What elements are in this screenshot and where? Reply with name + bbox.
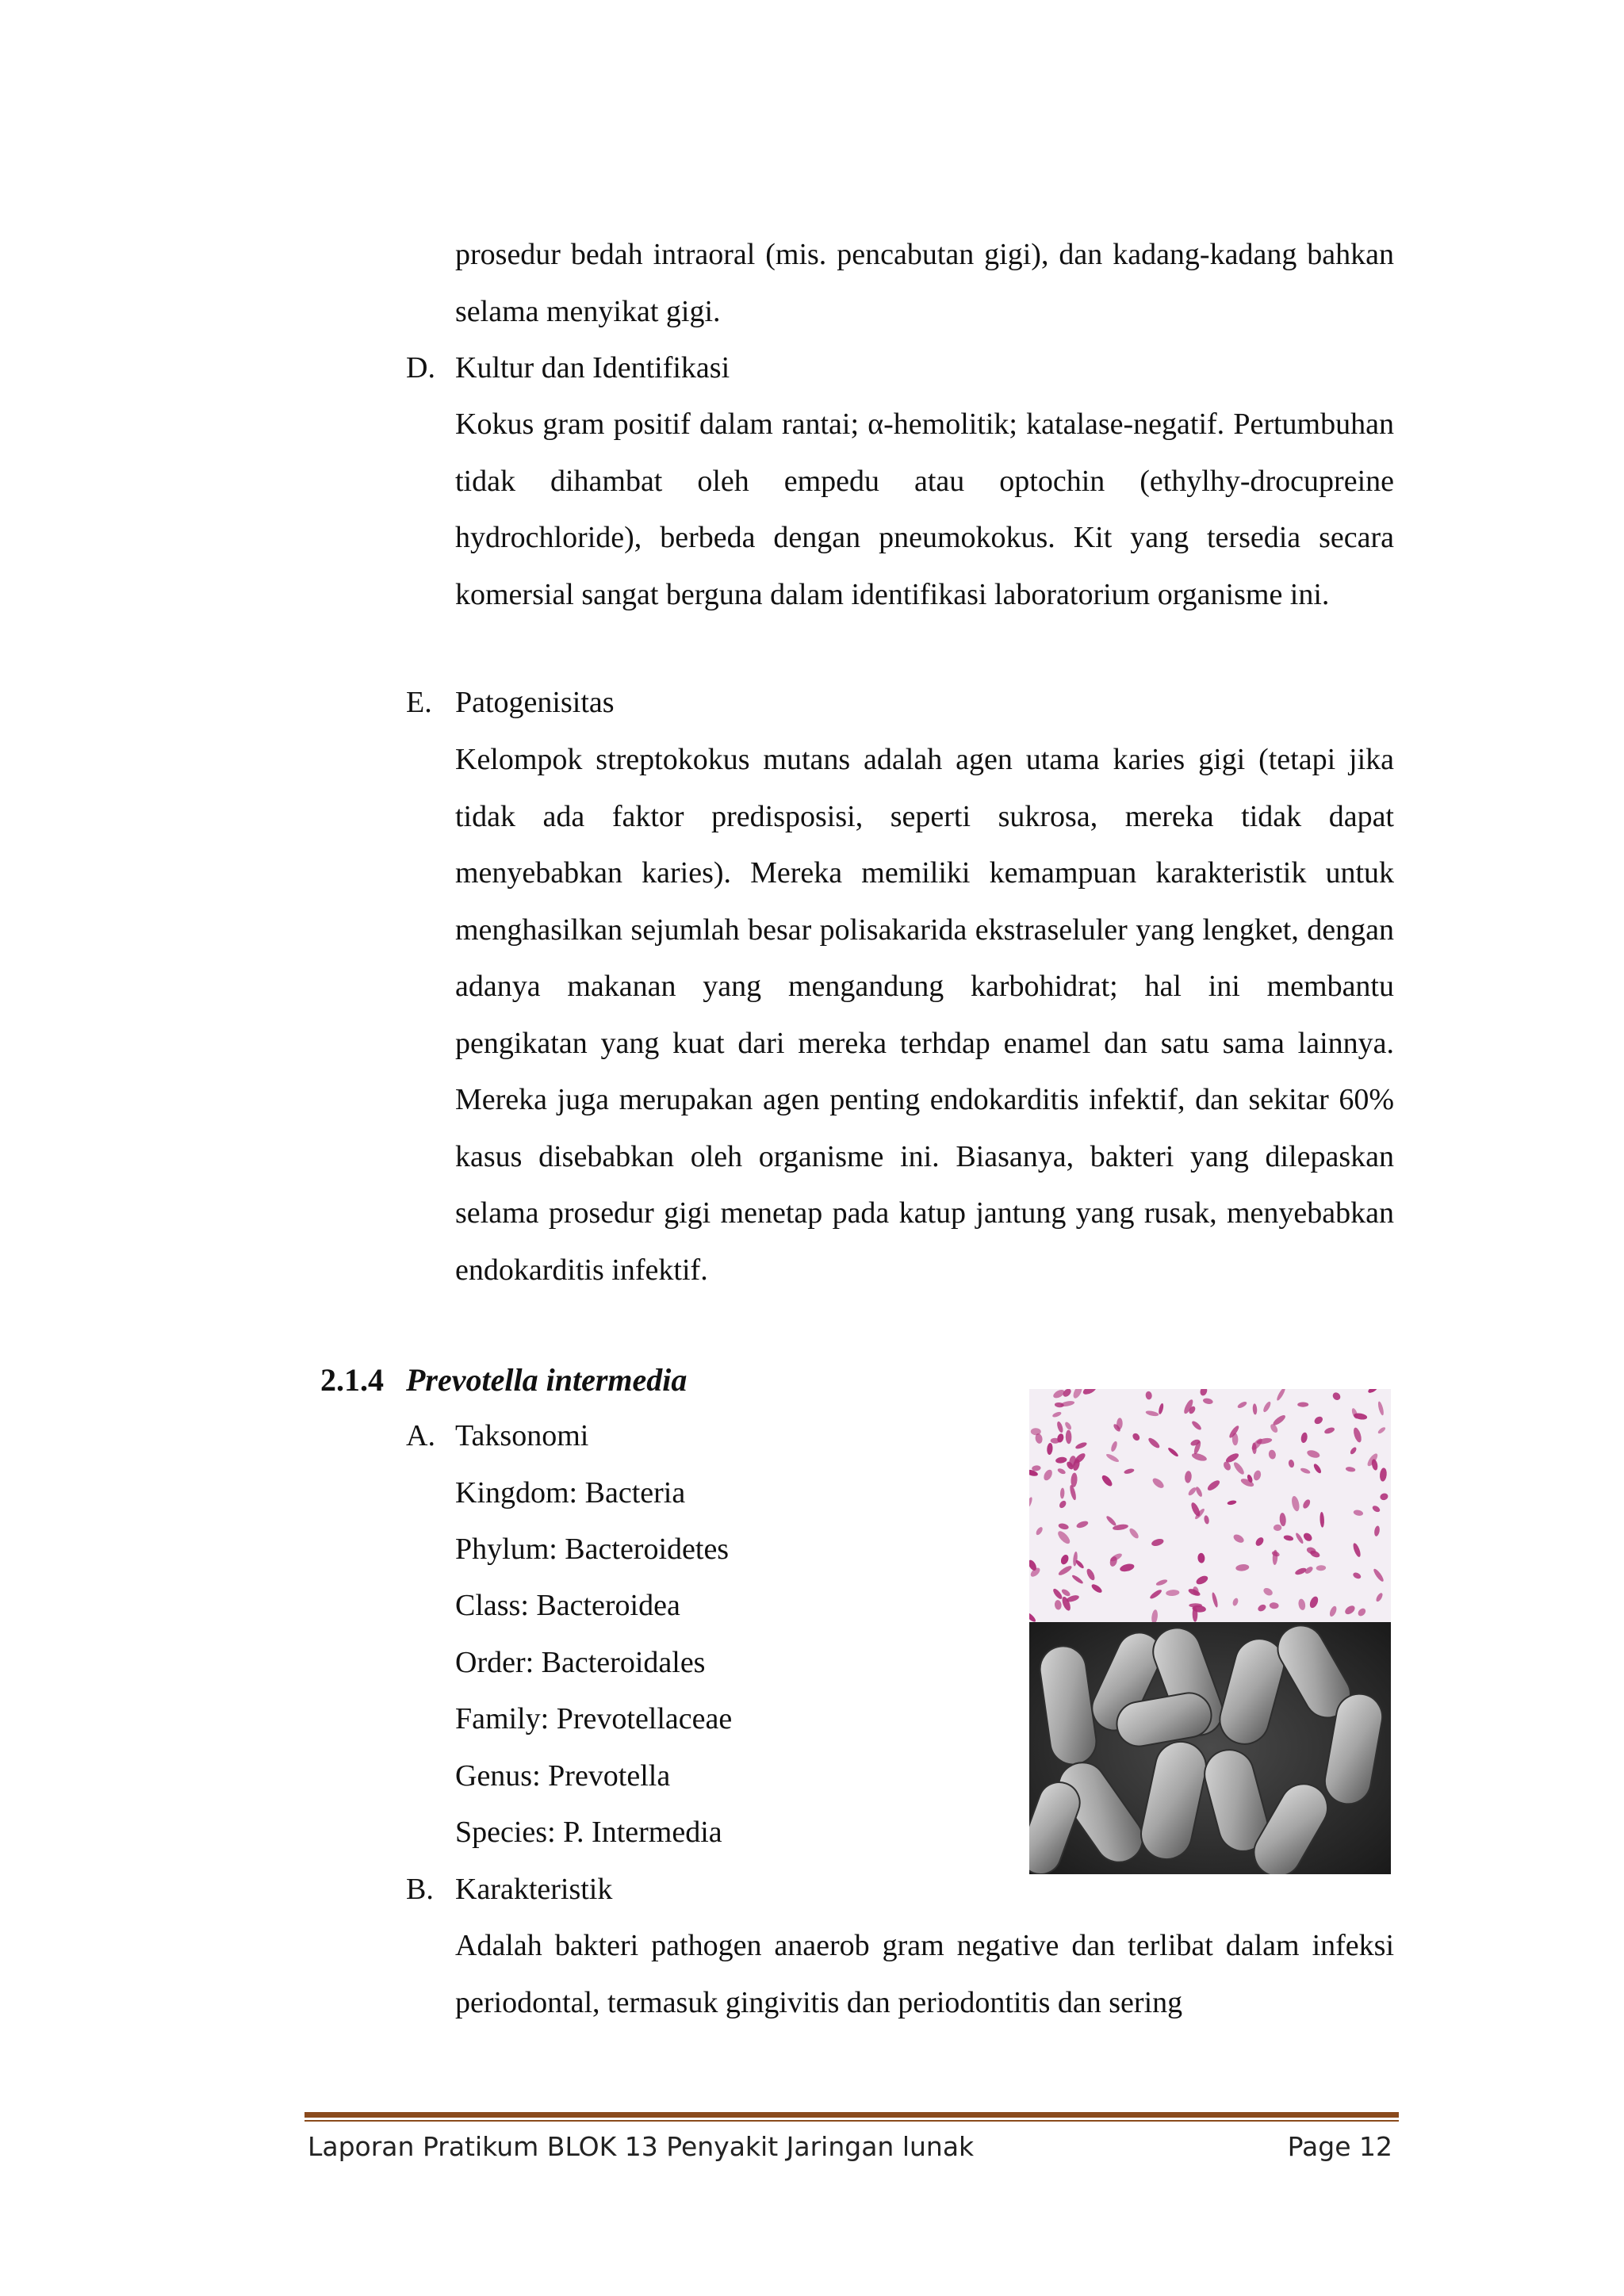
item-b-text: Adalah bakteri pathogen anaerob gram negative dan terlibat dalam infeksi periodontal, termasuk gingivitis dan periodontitis dan sering [455,1929,1394,2019]
taxonomy-family: Family: Prevotellaceae [455,1702,733,1735]
taxonomy-species: Species: P. Intermedia [455,1816,722,1849]
taxonomy-kingdom: Kingdom: Bacteria [455,1476,686,1510]
item-d-text: Kokus gram positif dalam rantai; α-hemolitik; katalase-negatif. Pertumbuhan tidak dihambat oleh empedu atau optochin (ethylhy-drocupreine hydrochloride), berbeda dengan pneumokokus. Kit yang tersedia secara komersial sangat berguna dalam identifikasi laboratorium organisme ini. [455,408,1394,611]
item-b-letter: B. [406,1873,434,1906]
item-e-letter: E. [406,686,432,719]
footer-report-title: Laporan Pratikum BLOK 13 Penyakit Jaringan lunak [308,2131,975,2162]
footer-page-number: Page 12 [1287,2131,1392,2162]
section-title: Prevotella intermedia [406,1362,688,1398]
item-d-letter: D. [406,351,435,385]
item-d-title: Kultur dan Identifikasi [455,351,730,385]
taxonomy-genus: Genus: Prevotella [455,1759,671,1793]
taxonomy-phylum: Phylum: Bacteroidetes [455,1533,730,1566]
item-a-letter: A. [406,1419,435,1452]
footer-rule-thick [304,2112,1399,2118]
sem-micrograph [1029,1622,1391,1874]
footer-rule-thin [304,2120,1399,2122]
item-a-title: Taksonomi [455,1419,589,1452]
taxonomy-order: Order: Bacteroidales [455,1646,706,1679]
taxonomy-class: Class: Bacteroidea [455,1589,680,1622]
gram-stain-micrograph [1029,1389,1391,1622]
section-number: 2.1.4 [320,1362,384,1398]
item-e-text: Kelompok streptokokus mutans adalah agen utama karies gigi (tetapi jika tidak ada faktor predisposisi, seperti sukrosa, mereka tidak dapat menyebabkan karies). Mereka memiliki kemampuan karakteristik untuk menghasilkan sejumlah besar polisakarida ekstraseluler yang lengket, dengan adanya makanan yang mengandung karbohidrat; hal ini membantu pengikatan yang kuat dari mereka terhdap enamel dan satu sama lainnya. Mereka juga merupakan agen penting endokarditis infektif, dan sekitar 60% kasus disebabkan oleh organisme ini. Biasanya, bakteri yang dilepaskan selama prosedur gigi menetap pada katup jantung yang rusak, menyebabkan endokarditis infektif. [455,743,1394,1287]
item-e-title: Patogenisitas [455,686,615,719]
item-b-title: Karakteristik [455,1873,613,1906]
section-heading [320,1352,687,1409]
intro-paragraph: prosedur bedah intraoral (mis. pencabutan gigi), dan kadang-kadang bahkan selama menyikat gigi. [455,238,1394,328]
